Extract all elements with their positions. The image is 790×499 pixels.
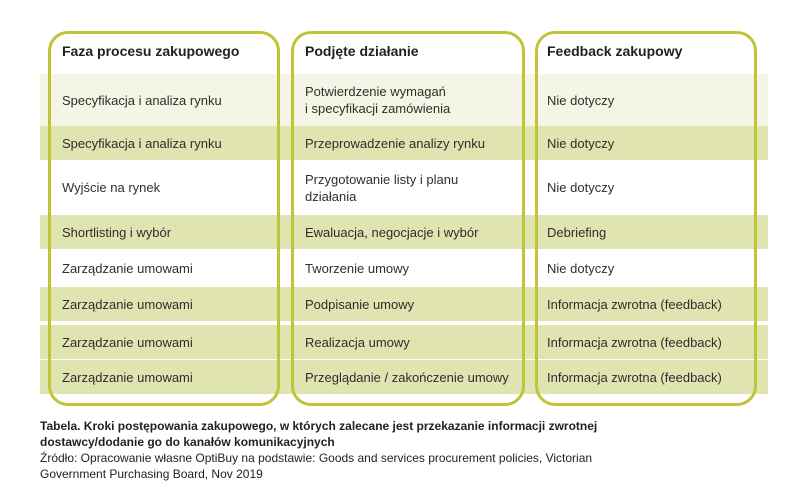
- column-frame-feedback: [535, 31, 757, 406]
- header-dzialanie: Podjęte działanie: [305, 42, 419, 59]
- cell-faza: Zarządzanie umowami: [62, 260, 193, 276]
- cell-feedback: Informacja zwrotna (feedback): [547, 334, 722, 350]
- cell-faza: Zarządzanie umowami: [62, 334, 193, 350]
- cell-feedback: Nie dotyczy: [547, 92, 615, 108]
- cell-feedback: Informacja zwrotna (feedback): [547, 296, 722, 312]
- column-frame-dzialanie: [291, 31, 525, 406]
- cell-faza: Zarządzanie umowami: [62, 296, 193, 312]
- cell-dzialanie: Ewaluacja, negocjacje i wybór: [305, 224, 479, 240]
- caption-source-line1: Źródło: Opracowanie własne OptiBuy na podstawie: Goods and services procurement policies, Victorian: [40, 451, 593, 465]
- cell-dzialanie: Podpisanie umowy: [305, 296, 415, 312]
- cell-feedback: Debriefing: [547, 224, 607, 240]
- cell-dzialanie: Potwierdzenie wymagań i specyfikacji zamówienia: [305, 84, 451, 116]
- cell-faza: Specyfikacja i analiza rynku: [62, 135, 222, 151]
- cell-dzialanie: Przeglądanie / zakończenie umowy: [305, 369, 509, 385]
- cell-faza: Zarządzanie umowami: [62, 369, 193, 385]
- procurement-table: [40, 28, 768, 406]
- table-caption: [40, 418, 760, 482]
- cell-feedback: Nie dotyczy: [547, 135, 615, 151]
- cell-dzialanie: Tworzenie umowy: [305, 260, 410, 276]
- caption-source-line2: Government Purchasing Board, Nov 2019: [40, 467, 263, 481]
- cell-feedback: Nie dotyczy: [547, 180, 615, 195]
- cell-faza: Specyfikacja i analiza rynku: [62, 92, 222, 108]
- cell-feedback: Nie dotyczy: [547, 260, 615, 276]
- header-feedback: Feedback zakupowy: [547, 42, 683, 59]
- cell-dzialanie: Realizacja umowy: [305, 334, 410, 350]
- caption-title-line1: Tabela. Kroki postępowania zakupowego, w których zalecane jest przekazanie informacji zwrotnej: [40, 419, 598, 433]
- caption-title-line2: dostawcy/dodanie go do kanałów komunikacyjnych: [40, 435, 335, 449]
- column-frame-faza: [48, 31, 280, 406]
- cell-faza: Wyjście na rynek: [62, 180, 161, 195]
- header-faza: Faza procesu zakupowego: [62, 42, 240, 59]
- cell-faza: Shortlisting i wybór: [62, 224, 172, 240]
- cell-dzialanie: Przeprowadzenie analizy rynku: [305, 135, 485, 151]
- cell-dzialanie: Przygotowanie listy i planu działania: [305, 171, 459, 204]
- cell-feedback: Informacja zwrotna (feedback): [547, 369, 722, 385]
